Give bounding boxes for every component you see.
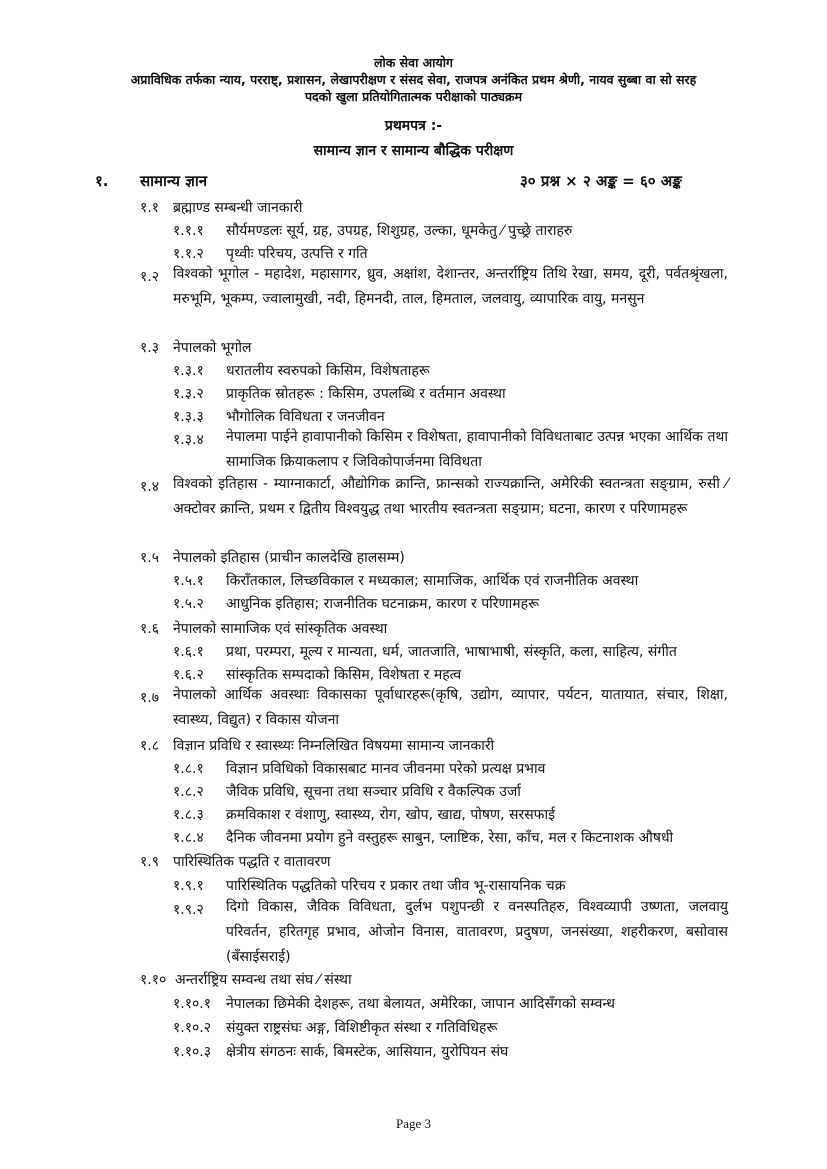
item-number: १.३.४ [173,432,204,448]
item-text: नेपालको आर्थिक अवस्थाः विकासका पूर्वाधारहरू(कृषि, उद्योग, व्यापार, पर्यटन, यातायात, संचार, शिक्षा, स्वास्थ्य, विद्युत) र विकास योजना [173,687,728,728]
item-text: भौगोलिक विविधता र जनजीवन [226,409,385,425]
item-text: जैविक प्रविधि, सूचना तथा सञ्चार प्रविधि र वैकल्पिक उर्जा [226,784,521,800]
item-number: १.६.२ [173,667,204,683]
item-text: नेपालको सामाजिक एवं सांस्कृतिक अवस्था [173,621,388,637]
item-number: १.९.२ [173,902,204,918]
item-text: विश्वको इतिहास - म्याग्नाकार्टा, औद्योगिक क्रान्ति, फ्रान्सको राज्यक्रान्ति, अमेरिकी स्वतन्त्रता सङ्ग्राम, रुसी ⁄ अक्टोवर क्रान्ति, प्रथम र द्वितीय विश्वयुद्ध तथा भारतीय स्वतन्त्रता सङ्ग्राम; घटना, कारण र परिणामहरू [173,476,728,517]
item-text: क्रमविकाश र वंशाणु, स्वास्थ्य, रोग, खोप, खाद्य, पोषण, सरसफाई [226,807,555,823]
item-number: १.८.४ [173,830,204,846]
item-number: १.१०.३ [173,1044,212,1060]
item-text: नेपालमा पाईने हावापानीको किसिम र विशेषता, हावापानीको विविधताबाट उत्पन्न भएका आर्थिक तथा सामाजिक क्रियाकलाप र जिविकोपार्जनमा विविधता [226,429,728,470]
page-number: Page 3 [395,1116,432,1131]
item-number: १.२ [140,269,160,285]
item-text: ब्रह्माण्ड सम्बन्धी जानकारी [173,200,303,216]
item-text: क्षेत्रीय संगठनः सार्क, बिमस्टेक, आसियान, युरोपियन संघ [226,1044,509,1060]
item-number: १.९.१ [173,878,204,894]
item-number: १.७ [140,690,160,706]
item-text: अन्तर्राष्ट्रिय सम्वन्ध तथा संघ ⁄ संस्था [175,972,352,988]
item-text: दिगो विकास, जैविक विविधता, दुर्लभ पशुपन्छी र वनस्पतिहरु, विश्वव्यापी उष्णता, जलवायु परिवर्तन, हरितगृह प्रभाव, ओजोन विनास, वातावरण, प्रदुषण, जनसंख्या, शहरीकरण, बसोवास (बँसाईसराई) [226,899,728,965]
item-number: १.६ [140,621,160,637]
item-number: १.३ [140,340,160,356]
item-text: धरातलीय स्वरुपको किसिम, विशेषताहरू [226,363,430,379]
item-text: नेपालको भूगोल [173,340,252,356]
item-number: १.१.२ [173,246,204,262]
item-text: विज्ञान प्रविधिको विकासबाट मानव जीवनमा परेको प्रत्यक्ष प्रभाव [226,761,546,777]
item-number: १.५ [140,550,160,566]
paper-title: सामान्य ज्ञान र सामान्य बौद्धिक परीक्षण [313,143,514,159]
item-number: १.८ [140,738,160,754]
item-text: नेपालको इतिहास (प्राचीन कालदेखि हालसम्म) [173,550,405,566]
item-number: १.१० [140,972,167,988]
item-number: १.४ [140,479,160,495]
item-text: प्रथा, परम्परा, मूल्य र मान्यता, धर्म, जातजाति, भाषाभाषी, संस्कृति, कला, साहित्य, संगीत [226,644,677,660]
item-number: १.१ [140,200,160,216]
item-number: १.८.२ [173,784,204,800]
item-number: १.१०.१ [173,996,212,1012]
item-text: संयुक्त राष्ट्रसंघः अङ्ग, विशिष्टीकृत संस्था र गतिविधिहरू [226,1020,498,1036]
item-text: पारिस्थितिक पद्धति र वातावरण [173,854,331,870]
item-text: पृथ्वीः परिचय, उत्पत्ति र गति [226,246,368,262]
item-number: १.३.२ [173,386,204,402]
item-text: किराँतकाल, लिच्छविकाल र मध्यकाल; सामाजिक, आर्थिक एवं राजनीतिक अवस्था [226,573,639,589]
item-text: सौर्यमण्डलः सूर्य, ग्रह, उपग्रह, शिशुग्रह, उल्का, धूमकेतु ⁄ पुच्छ्रे ताराहरु [226,223,573,239]
item-number: १.३.३ [173,409,204,425]
item-text: विज्ञान प्रविधि र स्वास्थ्यः निम्नलिखित विषयमा सामान्य जानकारी [173,738,495,754]
item-text: दैनिक जीवनमा प्रयोग हुने वस्तुहरू साबुन, प्लाष्टिक, रेसा, काँच, मल र किटनाशक औषधी [226,830,674,846]
exam-description-line2: पदको खुला प्रतियोगितात्मक परीक्षाको पाठ्यक्रम [304,89,523,104]
item-number: १.९ [140,854,160,870]
section-title: सामान्य ज्ञान [140,172,208,190]
item-text: आधुनिक इतिहास; राजनीतिक घटनाक्रम, कारण र परिणामहरू [226,596,539,612]
item-text: सांस्कृतिक सम्पदाको किसिम, विशेषता र महत्व [226,667,462,683]
item-text: नेपालका छिमेकी देशहरू, तथा बेलायत, अमेरिका, जापान आदिसँगको सम्वन्ध [226,996,615,1012]
item-number: १.१०.२ [173,1020,212,1036]
item-number: १.५.२ [173,596,204,612]
section-number: १. [95,172,109,190]
section-marks: ३० प्रश्न × २ अङ्क = ६० अङ्क [520,172,682,190]
item-text: पारिस्थितिक पद्धतिको परिचय र प्रकार तथा जीव भू-रासायनिक चक्र [226,878,566,894]
item-number: १.८.१ [173,761,204,777]
item-number: १.५.१ [173,573,204,589]
item-number: १.६.१ [173,644,204,660]
organization-name: लोक सेवा आयोग [374,55,453,70]
item-text: प्राकृतिक स्रोतहरू : किसिम, उपलब्धि र वर्तमान अवस्था [226,386,506,402]
item-text: विश्वको भूगोल - महादेश, महासागर, ध्रुव, अक्षांश, देशान्तर, अन्तर्राष्ट्रिय तिथि रेखा, समय, दूरी, पर्वतश्रृंखला, मरुभूमि, भूकम्प, ज्वालामुखी, नदी, हिमनदी, ताल, हिमताल, जलवायु, व्यापारिक वायु, मनसुन [173,266,728,307]
paper-label: प्रथमपत्र :- [384,118,443,134]
exam-description-line1: अप्राविधिक तर्फका न्याय, परराष्ट्, प्रशासन, लेखापरीक्षण र संसद सेवा, राजपत्र अनंकित प्रथम श्रेणी, नायव सुब्बा वा सो सरह [130,72,697,87]
item-number: १.१.१ [173,223,204,239]
item-number: १.३.१ [173,363,204,379]
item-number: १.८.३ [173,807,204,823]
